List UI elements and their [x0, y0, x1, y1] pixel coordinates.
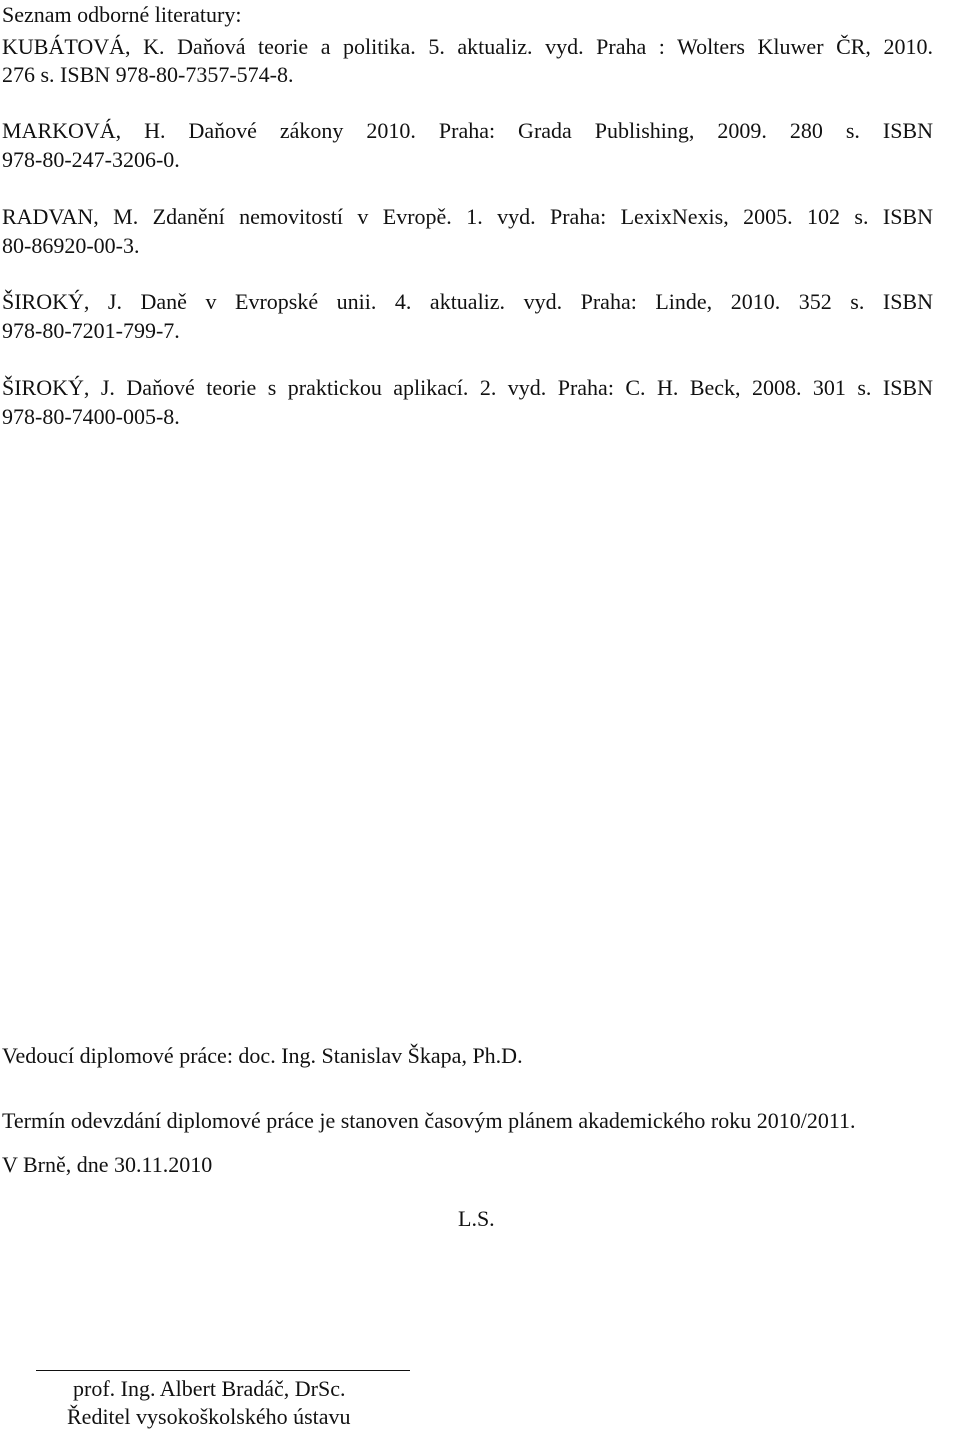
- reference-3-line-2: 80-86920-00-3.: [2, 233, 140, 258]
- reference-3-line-1: RADVAN, M. Zdanění nemovitostí v Evropě. 1. vyd. Praha: LexixNexis, 2005. 102 s. ISBN: [2, 204, 933, 229]
- signature-line: [36, 1370, 410, 1371]
- reference-1-line-1: KUBÁTOVÁ, K. Daňová teorie a politika. 5. aktualiz. vyd. Praha : Wolters Kluwer ČR, 2010.: [2, 34, 933, 59]
- seal-mark: L.S.: [458, 1206, 495, 1231]
- reference-2-line-1: MARKOVÁ, H. Daňové zákony 2010. Praha: Grada Publishing, 2009. 280 s. ISBN: [2, 118, 933, 143]
- signatory-role: Ředitel vysokoškolského ústavu: [67, 1404, 351, 1429]
- signatory-name: prof. Ing. Albert Bradáč, DrSc.: [73, 1376, 346, 1401]
- bibliography-heading: Seznam odborné literatury:: [2, 2, 242, 27]
- submission-deadline: Termín odevzdání diplomové práce je stanoven časovým plánem akademického roku 2010/2011.: [2, 1108, 856, 1133]
- place-and-date: V Brně, dne 30.11.2010: [2, 1152, 213, 1177]
- reference-1-line-2: 276 s. ISBN 978-80-7357-574-8.: [2, 62, 294, 87]
- reference-2-line-2: 978-80-247-3206-0.: [2, 147, 180, 172]
- reference-5-line-1: ŠIROKÝ, J. Daňové teorie s praktickou aplikací. 2. vyd. Praha: C. H. Beck, 2008. 301 s. ISBN: [2, 375, 933, 400]
- reference-5-line-2: 978-80-7400-005-8.: [2, 404, 180, 429]
- thesis-supervisor: Vedoucí diplomové práce: doc. Ing. Stanislav Škapa, Ph.D.: [2, 1043, 523, 1068]
- reference-4-line-1: ŠIROKÝ, J. Daně v Evropské unii. 4. aktualiz. vyd. Praha: Linde, 2010. 352 s. ISBN: [2, 289, 933, 314]
- reference-4-line-2: 978-80-7201-799-7.: [2, 318, 180, 343]
